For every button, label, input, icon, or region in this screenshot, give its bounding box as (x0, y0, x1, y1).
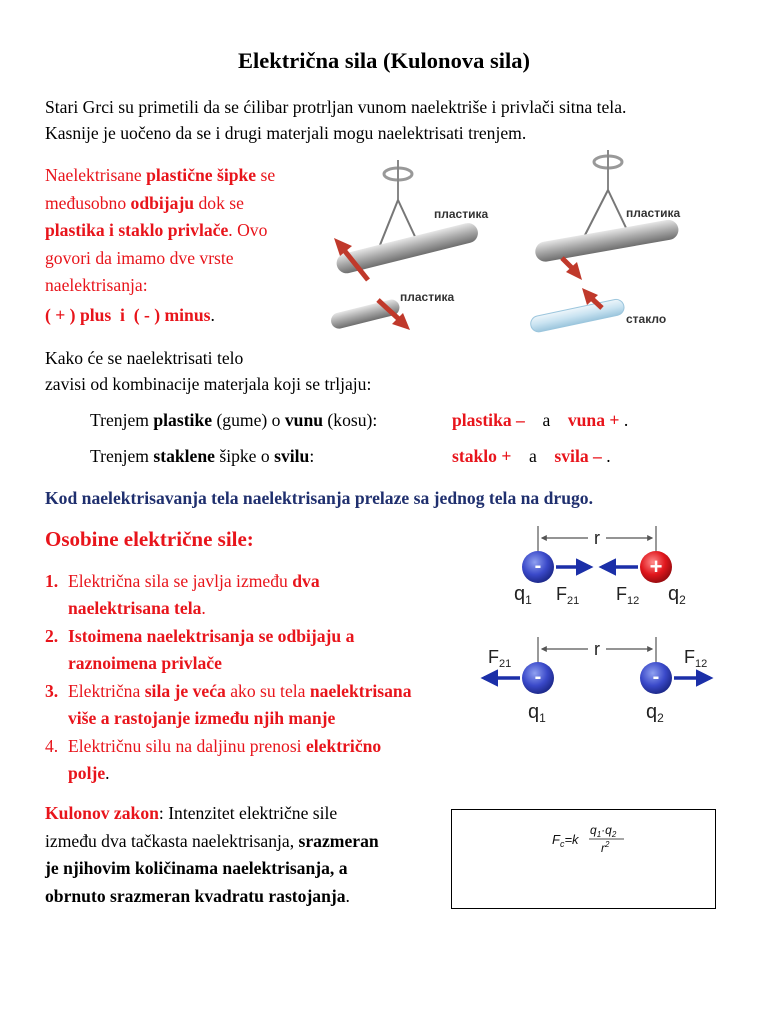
f12-label: $F_{12}$ (616, 584, 640, 607)
charging-row-1-result (452, 407, 628, 433)
result-silk: svila – (554, 446, 602, 466)
text-bold: naelektrisana tela (68, 597, 202, 618)
coulomb-law-label: Kulonov zakon (45, 803, 159, 823)
text-span: Istoimena naelektrisanja se odbijaju a (68, 626, 355, 646)
charging-intro (45, 345, 475, 397)
text-line: govori da imamo dve vrste (45, 247, 234, 268)
charging-line-1: Kako će se naelektrisati telo (45, 348, 244, 368)
text-span: dok se (194, 192, 244, 213)
minus-label: ( - ) minus (133, 304, 211, 325)
left-assembly (330, 160, 488, 330)
q2-label: $q_2$ (668, 583, 686, 607)
list-number: 2. (45, 626, 59, 646)
result-glass: staklo + (452, 446, 512, 466)
rods-figure (330, 150, 740, 345)
svg-text:Fc=k: $F_c=k$ (552, 832, 579, 849)
right-assembly (529, 150, 680, 333)
q1-label: $q_1$ (528, 701, 546, 725)
minus-sign: - (534, 666, 542, 688)
charging-row-2 (90, 443, 314, 469)
text-span: . (623, 410, 629, 430)
text-span: Trenjem (90, 410, 154, 430)
result-plastic: plastika – (452, 410, 525, 430)
text-span: : (309, 446, 315, 466)
text-span: : Intenzitet električne sile (158, 803, 338, 823)
intro-line-1: Stari Grci su primetili da se ćilibar protrljan vunom naelektriše i privlači sitna tela. (45, 97, 627, 117)
svg-text:q1·q2: $q_1\cdot q_2$ (590, 823, 617, 839)
force-diagram (470, 520, 730, 735)
text-bold: sila je veća (144, 681, 226, 701)
attraction-diagram (514, 526, 686, 607)
text-bold: staklene (153, 446, 215, 466)
text-span: . Ovo (228, 220, 268, 240)
q1-label: $q_1$ (514, 583, 532, 607)
text-span: Električna (68, 681, 145, 701)
minus-sign: - (534, 555, 542, 577)
list-number: 4. (45, 736, 59, 756)
coulomb-paragraph (45, 800, 445, 910)
text-span: (gume) o (212, 410, 285, 430)
text-bold: srazmeran (298, 830, 379, 851)
label-plastic-3: пластика (626, 206, 681, 220)
label-glass: стакло (626, 312, 667, 326)
r-label-2: r (594, 639, 600, 659)
repulsion-diagram (484, 637, 710, 725)
text-bold: vunu (284, 410, 324, 430)
text-bold: odbijaju (130, 192, 195, 213)
f21-label: $F_{21}$ (556, 584, 580, 607)
text-span: međusobno (45, 192, 131, 213)
f21-label: $F_{21}$ (488, 647, 512, 670)
plus-sign: + (649, 554, 663, 579)
text-span: (kosu): (323, 410, 378, 430)
text-span: . (105, 762, 110, 783)
formula-box (451, 809, 716, 909)
r-label: r (594, 528, 600, 548)
text-bold: plastika i staklo privlače (45, 220, 229, 240)
f12-label: $F_{12}$ (684, 647, 708, 670)
text-span: . (606, 446, 611, 466)
text-bold: i (120, 304, 125, 325)
label-plastic-1: пластика (434, 207, 489, 221)
intro-line-2: Kasnije je uočeno da se i drugi materjali mogu naelektrisati trenjem. (45, 123, 527, 143)
text-bold: dva (292, 571, 320, 591)
text-span: a (542, 410, 551, 430)
text-bold: plastične šipke (146, 165, 257, 185)
page-title: Električna sila (Kulonova sila) (238, 48, 530, 73)
properties-heading: Osobine električne sile: (45, 527, 254, 551)
text-span: se (256, 165, 276, 185)
charging-row-1 (90, 407, 377, 433)
text-bold: plastike (153, 410, 213, 430)
text-bold: svilu (274, 446, 310, 466)
label-plastic-2: пластика (400, 290, 455, 304)
text-span: između dva tačkasta naelektrisanja, (45, 830, 299, 851)
plus-label: ( + ) plus (45, 304, 112, 325)
charging-line-2: zavisi od kombinacije materjala koji se trljaju: (45, 374, 372, 394)
minus-sign: - (652, 666, 660, 688)
text-bold: polje (68, 762, 106, 783)
text-span: . (345, 885, 350, 906)
text-span: . (201, 597, 206, 618)
svg-text:r2: $r^2$ (601, 840, 610, 855)
text-span: Električna sila se javlja između (68, 571, 293, 591)
text-line: naelektrisanja: (45, 275, 148, 295)
list-number: 3. (45, 681, 59, 701)
coulomb-formula (452, 810, 715, 908)
text-bold: naelektrisana (309, 681, 412, 701)
list-number: 1. (45, 571, 59, 591)
text-bold: električno (305, 736, 382, 756)
text-bold: je njihovim količinama naelektrisanja, a (45, 858, 348, 878)
transfer-note: Kod naelektrisavanja tela naelektrisanja prelaze sa jednog tela na drugo. (45, 488, 593, 508)
result-wool: vuna + (567, 410, 620, 430)
properties-list (45, 568, 465, 788)
text-span: Naelektrisane (45, 165, 147, 185)
charges-paragraph (45, 162, 325, 329)
intro-paragraph (45, 94, 745, 146)
text-span: Trenjem (90, 446, 154, 466)
text-span: Električnu silu na daljinu prenosi (68, 736, 306, 756)
text-bold: obrnuto srazmeran kvadratu rastojanja (45, 885, 346, 906)
text-span: a (529, 446, 537, 466)
q2-label: $q_2$ (646, 701, 664, 725)
text-span: . (210, 304, 215, 325)
charging-row-2-result (452, 443, 611, 469)
text-span: ako su tela (225, 681, 310, 701)
text-span: raznoimena privlače (68, 652, 222, 673)
text-span: šipke o (214, 446, 275, 466)
text-bold: više a rastojanje između njih manje (68, 707, 336, 728)
